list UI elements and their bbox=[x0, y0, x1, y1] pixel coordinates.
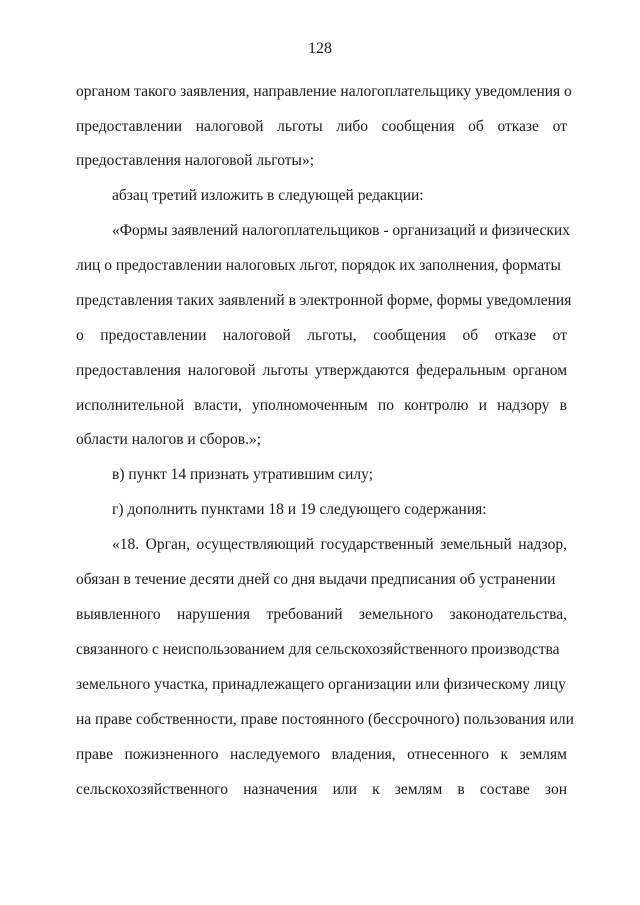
word: пожизненного bbox=[124, 746, 219, 763]
word: законодательства, bbox=[449, 606, 567, 623]
word: земельного bbox=[358, 606, 434, 623]
text-line bbox=[76, 326, 567, 346]
word: государственный bbox=[320, 536, 434, 553]
word: надзор, bbox=[518, 536, 567, 553]
text-line: органом такого заявления, направление налогоплательщику уведомления о bbox=[76, 83, 572, 100]
word: налоговой bbox=[222, 327, 291, 344]
word: о bbox=[76, 327, 84, 344]
word: назначения bbox=[243, 781, 318, 798]
word: сообщения bbox=[373, 327, 446, 344]
word: сообщения bbox=[381, 118, 455, 135]
word: контролю bbox=[404, 397, 469, 414]
word: льготы, bbox=[307, 327, 357, 344]
word: отнесенного bbox=[407, 746, 489, 763]
text-line bbox=[76, 117, 567, 137]
word: об bbox=[468, 118, 484, 135]
word: владения, bbox=[331, 746, 396, 763]
text-line: связанного с неиспользованием для сельскохозяйственного производства bbox=[76, 641, 560, 658]
word: налоговой bbox=[187, 362, 256, 379]
word: об bbox=[462, 327, 479, 344]
text-line: земельного участка, принадлежащего организации или физическому лицу bbox=[76, 676, 566, 693]
text-line: лиц о предоставлении налоговых льгот, порядок их заполнения, форматы bbox=[76, 257, 561, 274]
word: по bbox=[377, 397, 394, 414]
word: льготы bbox=[262, 362, 309, 379]
text-line: в) пункт 14 признать утратившим силу; bbox=[112, 466, 374, 483]
word: предоставлении bbox=[100, 327, 207, 344]
text-line: г) дополнить пунктами 18 и 19 следующего содержания: bbox=[112, 501, 487, 518]
word: выявленного bbox=[76, 606, 161, 623]
word: сельскохозяйственного bbox=[76, 781, 229, 798]
word: федеральным bbox=[416, 362, 506, 379]
word: отказе bbox=[497, 118, 539, 135]
word: зон bbox=[544, 781, 567, 798]
word: предоставлении bbox=[76, 118, 183, 135]
word: к bbox=[500, 746, 508, 763]
word: «18. bbox=[112, 536, 140, 553]
word: Орган, bbox=[145, 536, 191, 553]
word: либо bbox=[336, 118, 369, 135]
page-number: 128 bbox=[308, 40, 332, 57]
word: в bbox=[559, 397, 567, 414]
text-line: абзац третий изложить в следующей редакции: bbox=[112, 187, 424, 204]
text-line: предоставления налоговой льготы»; bbox=[76, 152, 315, 169]
text-line bbox=[76, 396, 567, 416]
word: нарушения bbox=[177, 606, 251, 623]
text-line bbox=[76, 780, 567, 800]
word: составе bbox=[479, 781, 530, 798]
word: праве bbox=[76, 746, 114, 763]
text-line: на праве собственности, праве постоянного (бессрочного) пользования или bbox=[76, 711, 574, 728]
word: от bbox=[552, 327, 567, 344]
word: от bbox=[552, 118, 567, 135]
word: или bbox=[332, 781, 357, 798]
word: наследуемого bbox=[230, 746, 321, 763]
word: надзору bbox=[497, 397, 550, 414]
word: налоговой bbox=[195, 118, 264, 135]
word: землям bbox=[519, 746, 567, 763]
word: власти, bbox=[194, 397, 242, 414]
text-line bbox=[76, 605, 567, 625]
word: органом bbox=[512, 362, 567, 379]
word: к bbox=[372, 781, 380, 798]
word: и bbox=[478, 397, 487, 414]
word: льготы bbox=[277, 118, 323, 135]
word: в bbox=[457, 781, 465, 798]
text-line bbox=[76, 745, 567, 765]
word: предоставления bbox=[76, 362, 181, 379]
word: исполнительной bbox=[76, 397, 185, 414]
text-line: представления таких заявлений в электронной форме, формы уведомления bbox=[76, 292, 572, 309]
word: землям bbox=[394, 781, 443, 798]
text-line: «Формы заявлений налогоплательщиков - организаций и физических bbox=[112, 222, 570, 239]
text-line bbox=[112, 535, 567, 555]
word: уполномоченным bbox=[252, 397, 368, 414]
word: отказе bbox=[494, 327, 537, 344]
text-line: области налогов и сборов.»; bbox=[76, 431, 262, 448]
word: земельный bbox=[440, 536, 512, 553]
word: осуществляющий bbox=[196, 536, 315, 553]
text-line bbox=[76, 361, 567, 381]
word: утверждаются bbox=[315, 362, 410, 379]
word: требований bbox=[266, 606, 343, 623]
text-line: обязан в течение десяти дней со дня выдачи предписания об устранении bbox=[76, 571, 556, 588]
